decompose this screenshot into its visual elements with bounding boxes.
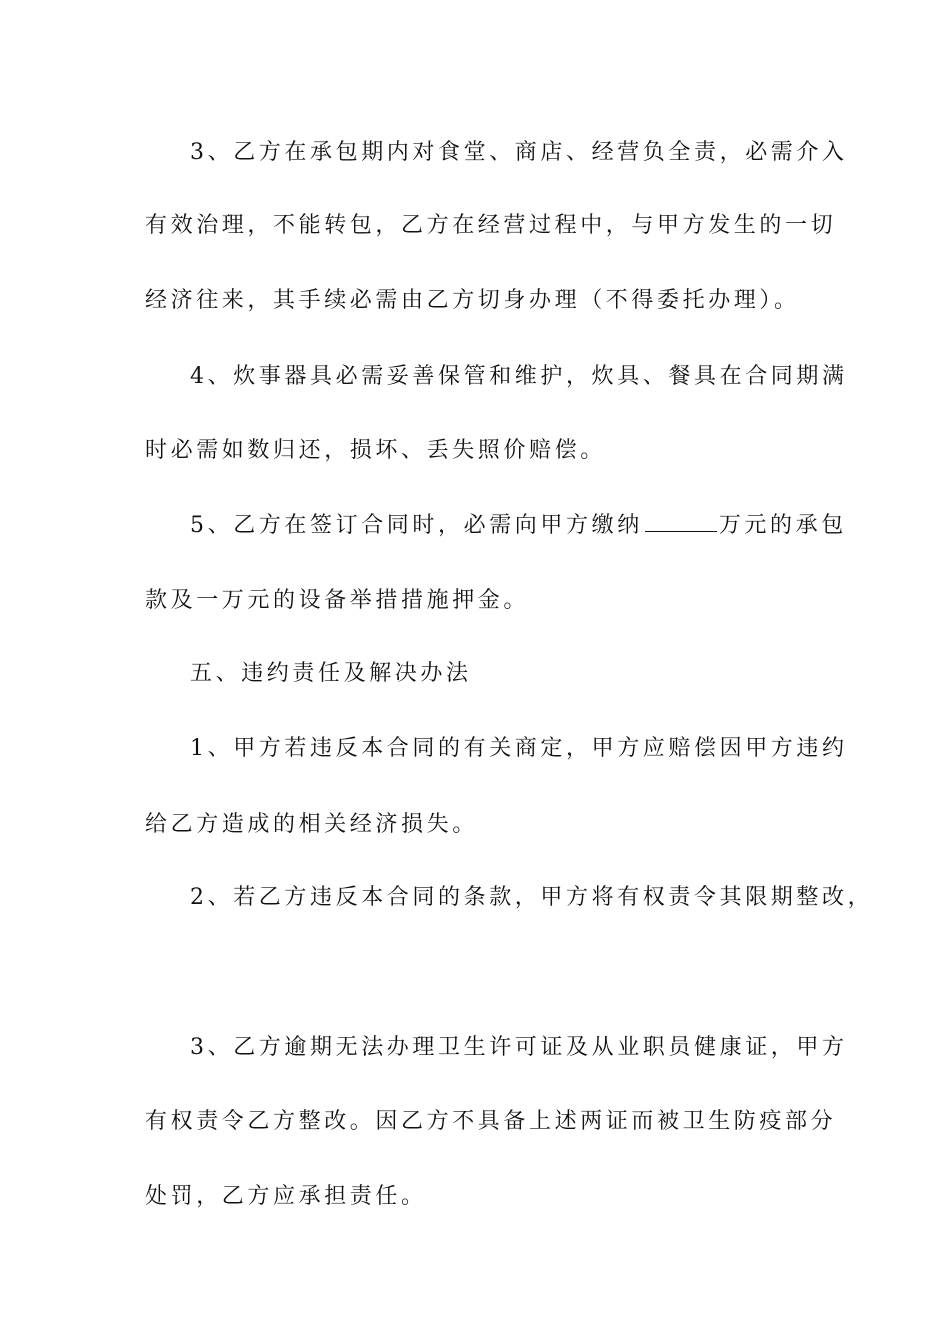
paragraph-line: 时必需如数归还，损坏、丢失照价赔偿。 — [145, 438, 606, 463]
paragraph-line: 经济往来，其手续必需由乙方切身办理（不得委托办理）。 — [145, 288, 800, 313]
paragraph-line: 处罚，乙方应承担责任。 — [145, 1184, 427, 1209]
paragraph-line: 给乙方造成的相关经济损失。 — [145, 812, 478, 837]
paragraph-line: 3、乙方在承包期内对食堂、商店、经营负全责，必需介入 — [190, 140, 848, 165]
paragraph-line-with-blank — [190, 511, 847, 541]
section-heading: 五、违约责任及解决办法 — [190, 661, 472, 686]
fill-in-blank — [645, 513, 717, 532]
paragraph-line: 2、若乙方违反本合同的条款，甲方将有权责令其限期整改， — [190, 885, 874, 910]
paragraph-line: 款及一万元的设备举措措施押金。 — [145, 588, 530, 613]
paragraph-text: 万元的承包 — [718, 513, 847, 538]
paragraph-line: 1、甲方若违反本合同的有关商定，甲方应赔偿因甲方违约 — [190, 736, 848, 761]
paragraph-line: 有权责令乙方整改。因乙方不具备上述两证而被卫生防疫部分 — [145, 1109, 837, 1134]
paragraph-line: 4、炊事器具必需妥善保管和维护，炊具、餐具在合同期满 — [190, 364, 848, 389]
paragraph-line: 有效治理，不能转包，乙方在经营过程中，与甲方发生的一切 — [145, 213, 837, 238]
paragraph-line: 3、乙方逾期无法办理卫生许可证及从业职员健康证，甲方 — [190, 1035, 848, 1060]
paragraph-text: 5、乙方在签订合同时，必需向甲方缴纳 — [190, 513, 643, 538]
